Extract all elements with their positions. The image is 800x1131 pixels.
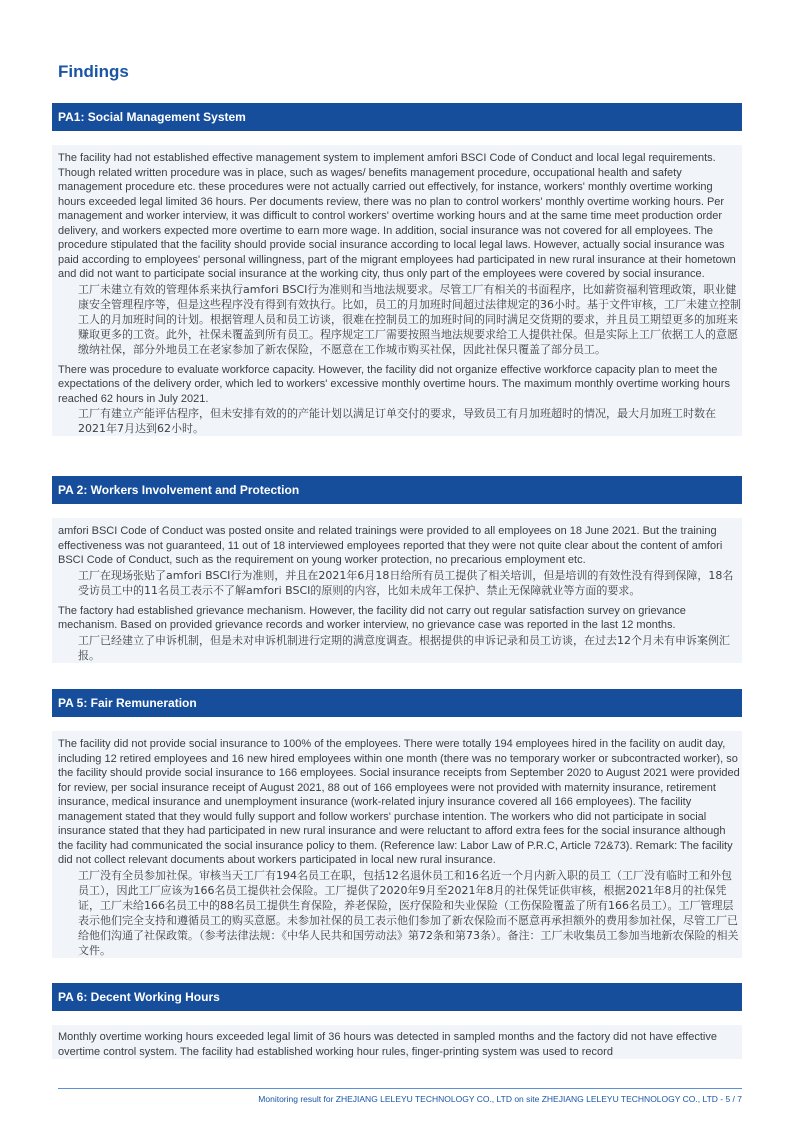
paragraph-zh: 工厂没有全员参加社保。审核当天工厂有194名员工在职，包括12名退休员工和16名近一个月内新入职的员工（工厂没有临时工和外包员工），因此工厂应该为166名员工提供社会保险。工厂提供了2020年9月至2021年8月的社保凭证供审核，根据2021年8月的社保凭证，工厂未给166名员工中的88名员工提供生育保险，养老保险，医疗保险和失业保险（工伤保险覆盖了所有166名员工）。工厂管理层表示他们完全支持和遵循员工的购买意愿。未参加社保的员工表示他们参加了新农保险而不愿意再承担额外的费用参加社保，尽管工厂已给他们沟通了社保政策。（参考法律法规：《中华人民共和国劳动法》第72条和第73条）。备注：工厂未收集员工参加当地新农保险的相关文件。 [78,868,739,957]
paragraph-zh: 工厂已经建立了申诉机制，但是未对申诉机制进行定期的满意度调查。根据提供的申诉记录和员工访谈，在过去12个月未有申诉案例汇报。 [78,633,730,662]
section-body-pa6 [52,1025,742,1059]
paragraph-en: amfori BSCI Code of Conduct was posted onsite and related trainings were provided to all employees on 18 June 2021. But the training effectiveness was not guaranteed, 11 out of 18 interviewed employees reported that they were not quite clear about the content of amfori BSCI Code of Conduct, such as the requirement on young worker protection, no precarious employment etc. [58,525,723,566]
section-body-pa2 [52,518,742,663]
paragraph-en: There was procedure to evaluate workforce capacity. However, the facility did not organize effective workforce capacity plan to meet the expectations of the delivery order, which led to workers' excessive monthly overtime hours. The maximum monthly overtime working hours reached 62 hours in July 2021. [58,363,730,405]
paragraph-en: The facility had not established effective management system to implement amfori BSCI Code of Conduct and local legal requirements. Though related written procedure was in place, such as wages/ benefits management procedure, occupational health and safety management procedure etc. these procedures were not actually carried out effectively, for instance, workers' monthly overtime working hours exceeded legal limited 36 hours. Per documents review, there was no plan to control workers' monthly overtime working hours. Per management and worker interview, it was difficult to control workers' overtime working hours and at the same time meet production order delivery, and workers expected more overtime to earn more wage. In addition, social insurance was not covered for all employees. The procedure stipulated that the facility should provide social insurance according to local legal laws. However, actually social insurance was paid according to employees' personal willingness, part of the migrant employees had participated in new rural insurance at their hometown and did not want to participate social insurance at the working city, thus only part of the employees were covered by social insurance. [58,152,736,280]
section-header-pa5: PA 5: Fair Remuneration [52,689,742,717]
paragraph-zh: 工厂在现场张贴了amfori BSCI行为准则，并且在2021年6月18日给所有员工提供了相关培训，但是培训的有效性没有得到保障，18名受访员工中的11名员工表示不了解amfori BSCI的原则的内容，比如未成年工保护、禁止无保障就业等方面的要求。 [78,568,734,597]
page-title: Findings [58,62,129,81]
section-body-pa5 [52,731,742,958]
paragraph-zh: 工厂未建立有效的管理体系来执行amfori BSCI行为准则和当地法规要求。尽管工厂有相关的书面程序，比如薪资福利管理政策，职业健康安全管理程序等，但是这些程序没有得到有效执行。比如，员工的月加班时间超过法律规定的36小时。基于文件审核，工厂未建立控制工人的月加班时间的计划。根据管理人员和员工访谈，很难在控制员工的加班时间的同时满足交货期的要求，并且员工期望更多的加班来赚取更多的工资。此外，社保未覆盖到所有员工。程序规定工厂需要按照当地法规要求给工人提供社保。但是实际上工厂依据工人的意愿缴纳社保，部分外地员工在老家参加了新农保险，不愿意在工作城市购买社保，因此社保只覆盖了部分员工。 [78,282,741,356]
paragraph-en: The factory had established grievance mechanism. However, the facility did not carry out regular satisfaction survey on grievance mechanism. Based on provided grievance records and worker interview, no grievance case was reported in the last 12 months. [58,604,686,631]
section-body-pa1 [52,145,742,436]
paragraph-zh: 工厂有建立产能评估程序，但未安排有效的的产能计划以满足订单交付的要求，导致员工有月加班超时的情况，最大月加班工时数在2021年7月达到62小时。 [78,407,716,435]
paragraph-en: Monthly overtime working hours exceeded legal limit of 36 hours was detected in sampled months and the factory did not have effective overtime control system. The facility had established working hour rules, finger-printing system was used to record [58,1031,717,1058]
section-header-pa2: PA 2: Workers Involvement and Protection [52,476,742,504]
footer-divider [58,1088,742,1089]
section-header-pa6: PA 6: Decent Working Hours [52,983,742,1011]
page-footer: Monitoring result for ZHEJIANG LELEYU TECHNOLOGY CO., LTD on site ZHEJIANG LELEYU TECHNOLOGY CO., LTD - 5 / 7 [258,1094,742,1104]
section-header-pa1: PA1: Social Management System [52,103,742,131]
paragraph-en: The facility did not provide social insurance to 100% of the employees. There were totally 194 employees hired in the facility on audit day, including 12 retired employees and 16 new hired employees within one month (there was no temporary worker or subcontracted worker), so the facility should provide social insurance to 166 employees. Social insurance receipts from September 2020 to August 2021 were provided for review, per social insurance receipt of August 2021, 88 out of 166 employees were not provided with maternity insurance, retirement insurance, medical insurance and unemployment insurance (work-related injury insurance covered all 166 employees). The facility management stated that they would fully support and follow workers' purchase intention. The workers who did not participate in social insurance stated that they had participated in new rural insurance and were reluctant to afford extra fees for the social insurance although the facility had communicated the social insurance policy to them. (Reference law: Labor Law of P.R.C, Article 72&73). Remark: The facility did not collect relevant documents about workers participated in local new rural insurance. [58,738,740,866]
